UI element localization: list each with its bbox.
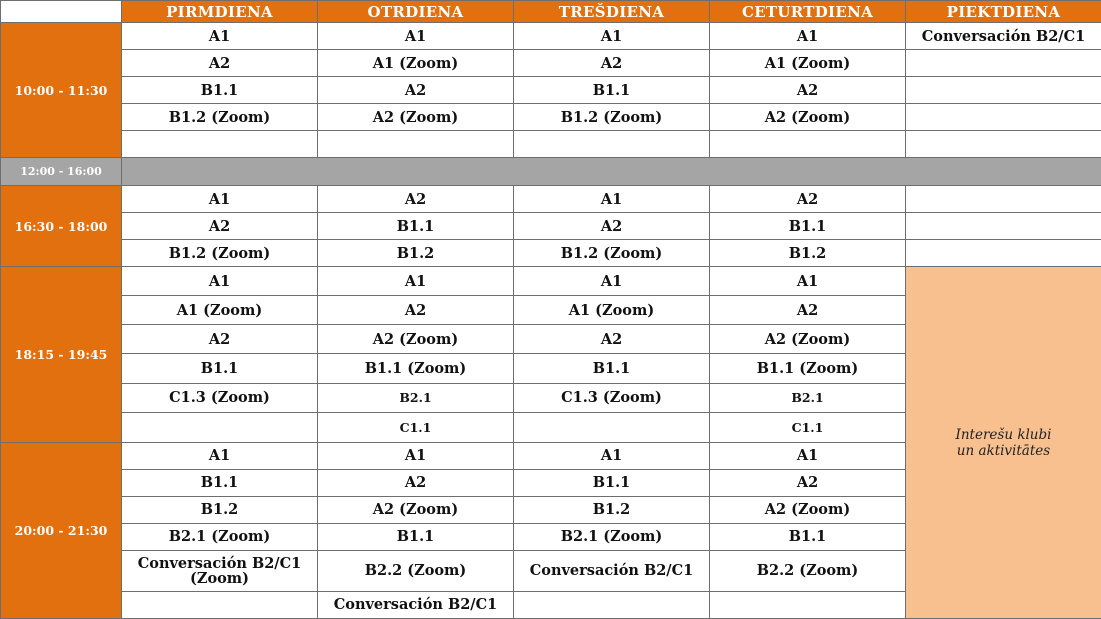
table-row xyxy=(1,240,1101,267)
class-cell: A1 (Zoom) xyxy=(318,50,514,77)
time-slot-break: 12:00 - 16:00 xyxy=(1,158,122,186)
class-cell: A1 xyxy=(514,442,710,469)
class-cell xyxy=(122,591,318,618)
class-cell: B1.1 xyxy=(514,469,710,496)
class-cell: A1 xyxy=(122,267,318,296)
class-cell: A1 xyxy=(122,186,318,213)
class-cell xyxy=(122,131,318,158)
class-cell: A1 xyxy=(318,442,514,469)
table-row xyxy=(1,77,1101,104)
class-cell xyxy=(906,131,1101,158)
day-tuesday: OTRDIENA xyxy=(318,1,514,23)
class-cell: A2 xyxy=(318,77,514,104)
class-cell: A1 xyxy=(710,23,906,50)
table-row xyxy=(1,186,1101,213)
class-cell: A2 xyxy=(318,296,514,325)
class-cell xyxy=(906,186,1101,213)
class-cell: Conversación B2/C1 xyxy=(514,550,710,591)
table-row xyxy=(1,267,1101,296)
class-cell: A2 (Zoom) xyxy=(318,104,514,131)
class-cell: B1.2 (Zoom) xyxy=(122,240,318,267)
table-row xyxy=(1,104,1101,131)
class-cell: B1.1 xyxy=(122,354,318,383)
time-slot-evening2: 20:00 - 21:30 xyxy=(1,442,122,618)
class-cell: B2.1 (Zoom) xyxy=(122,523,318,550)
class-cell: A2 xyxy=(318,186,514,213)
class-cell: A1 xyxy=(318,267,514,296)
class-cell: A2 xyxy=(710,469,906,496)
class-cell: Conversación B2/C1 xyxy=(906,23,1101,50)
class-cell: A2 (Zoom) xyxy=(318,325,514,354)
class-cell: B1.2 (Zoom) xyxy=(514,104,710,131)
class-cell: A2 xyxy=(318,469,514,496)
class-cell: A1 (Zoom) xyxy=(514,296,710,325)
class-cell: A2 xyxy=(514,325,710,354)
class-cell: A2 xyxy=(122,50,318,77)
class-cell: B1.1 xyxy=(514,354,710,383)
class-cell: B1.1 xyxy=(318,213,514,240)
corner-cell xyxy=(1,1,122,23)
class-cell: A1 xyxy=(514,186,710,213)
class-cell xyxy=(710,131,906,158)
day-wednesday: TREŠDIENA xyxy=(514,1,710,23)
class-cell xyxy=(906,213,1101,240)
class-cell: A1 xyxy=(122,23,318,50)
class-cell: Conversación B2/C1 xyxy=(318,591,514,618)
class-cell: B2.1 xyxy=(318,383,514,412)
class-cell: A2 (Zoom) xyxy=(710,325,906,354)
class-cell: A2 xyxy=(122,213,318,240)
day-monday: PIRMDIENA xyxy=(122,1,318,23)
table-row xyxy=(1,131,1101,158)
class-cell: A1 xyxy=(514,23,710,50)
time-slot-afternoon: 16:30 - 18:00 xyxy=(1,186,122,267)
class-cell: A1 xyxy=(710,267,906,296)
class-cell: B1.1 xyxy=(122,77,318,104)
class-cell: B1.2 xyxy=(710,240,906,267)
class-cell: B1.1 xyxy=(514,77,710,104)
class-cell: B1.2 xyxy=(514,496,710,523)
clubs-line-1: Interešu klubi xyxy=(955,426,1052,443)
class-cell: A2 (Zoom) xyxy=(710,496,906,523)
class-cell: B1.1 (Zoom) xyxy=(318,354,514,383)
class-cell xyxy=(906,50,1101,77)
class-cell: A2 (Zoom) xyxy=(318,496,514,523)
class-cell: B1.2 xyxy=(122,496,318,523)
clubs-cell xyxy=(906,267,1101,619)
class-cell: A2 xyxy=(710,186,906,213)
class-cell: B1.2 xyxy=(318,240,514,267)
class-cell: A1 (Zoom) xyxy=(122,296,318,325)
class-cell: B1.1 (Zoom) xyxy=(710,354,906,383)
class-cell: B1.1 xyxy=(710,523,906,550)
schedule-body xyxy=(1,1,1101,619)
class-cell xyxy=(514,591,710,618)
day-friday: PIEKTDIENA xyxy=(906,1,1101,23)
class-cell: A1 xyxy=(122,442,318,469)
header-row xyxy=(1,1,1101,23)
table-row xyxy=(1,23,1101,50)
class-cell xyxy=(122,412,318,442)
class-cell: A2 xyxy=(710,77,906,104)
class-cell: B2.1 xyxy=(710,383,906,412)
class-cell xyxy=(514,412,710,442)
class-cell: C1.3 (Zoom) xyxy=(514,383,710,412)
class-cell: B1.2 (Zoom) xyxy=(514,240,710,267)
class-cell: A1 xyxy=(318,23,514,50)
class-cell: A2 xyxy=(514,213,710,240)
clubs-line-2: un aktivitātes xyxy=(956,442,1051,459)
time-slot-evening1: 18:15 - 19:45 xyxy=(1,267,122,442)
class-cell: B1.1 xyxy=(318,523,514,550)
class-cell: Conversación B2/C1 (Zoom) xyxy=(122,550,318,591)
class-cell xyxy=(906,104,1101,131)
table-row xyxy=(1,213,1101,240)
break-row xyxy=(1,158,1101,186)
class-cell: A2 (Zoom) xyxy=(710,104,906,131)
class-cell: A1 (Zoom) xyxy=(710,50,906,77)
class-cell: A2 xyxy=(710,296,906,325)
class-cell: C1.3 (Zoom) xyxy=(122,383,318,412)
class-cell xyxy=(514,131,710,158)
class-cell: A2 xyxy=(122,325,318,354)
class-cell xyxy=(906,77,1101,104)
time-slot-morning: 10:00 - 11:30 xyxy=(1,23,122,158)
class-cell: A2 xyxy=(514,50,710,77)
class-cell xyxy=(318,131,514,158)
class-cell: A1 xyxy=(710,442,906,469)
class-cell xyxy=(906,240,1101,267)
class-cell: C1.1 xyxy=(710,412,906,442)
class-cell: A1 xyxy=(514,267,710,296)
class-cell: B1.1 xyxy=(710,213,906,240)
class-cell: B2.2 (Zoom) xyxy=(318,550,514,591)
class-cell: B2.2 (Zoom) xyxy=(710,550,906,591)
table-row xyxy=(1,50,1101,77)
class-cell: B2.1 (Zoom) xyxy=(514,523,710,550)
day-thursday: CETURTDIENA xyxy=(710,1,906,23)
class-cell: B1.2 (Zoom) xyxy=(122,104,318,131)
break-bar xyxy=(122,158,1101,186)
class-cell: B1.1 xyxy=(122,469,318,496)
class-cell: C1.1 xyxy=(318,412,514,442)
class-cell xyxy=(710,591,906,618)
